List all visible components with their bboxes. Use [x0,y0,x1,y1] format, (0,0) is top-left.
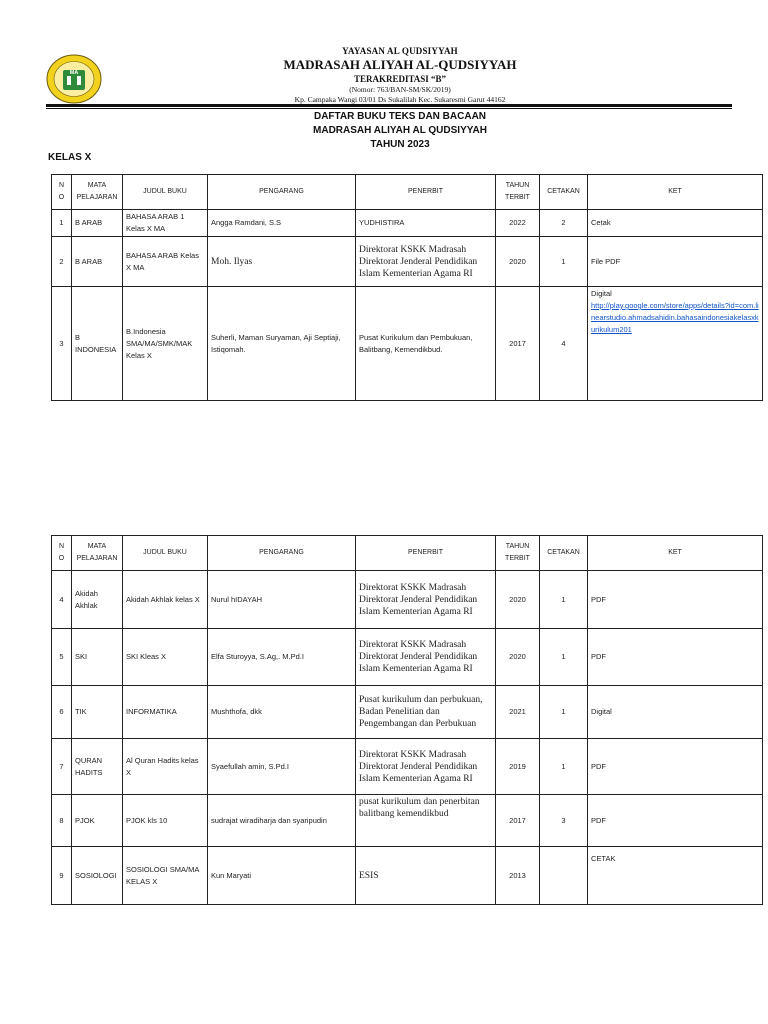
cell-judul: B.Indonesia SMA/MA/SMK/MAK Kelas X [123,287,208,401]
cell-cetakan: 4 [540,287,588,401]
school-name: MADRASAH ALIYAH AL-QUDSIYYAH [283,57,517,72]
cell-pengarang: Syaefullah amin, S.Pd.I [208,739,356,795]
cell-penerbit: pusat kurikulum dan penerbitan balitbang kemendikbud [356,795,496,847]
header-cell: PELAJARAN [76,194,118,201]
table-row [52,847,763,905]
cell-mapel: QURAN HADITS [72,739,123,795]
cell-tahun: 2021 [496,686,540,739]
cell-tahun: 2020 [496,571,540,629]
logo-text: MA [69,70,79,76]
cell-pengarang: Suherli, Maman Suryaman, Aji Septiaji, Istiqomah. [208,287,356,401]
cell-tahun: 2022 [496,210,540,237]
table-header-row [52,175,763,210]
col-penerbit: PENERBIT [356,536,496,571]
header-divider [46,104,732,107]
col-mapel [72,175,123,210]
cell-penerbit: Direktorat KSKK Madrasah Direktorat Jenderal Pendidikan Islam Kementerian Agama RI [356,571,496,629]
cell-mapel: PJOK [72,795,123,847]
cell-penerbit: Direktorat KSKK Madrasah Direktorat Jenderal Pendidikan Islam Kementerian Agama RI [356,237,496,287]
cell-penerbit: ESIS [356,847,496,905]
cell-pengarang: Mushthofa, dkk [208,686,356,739]
cell-cetakan: 3 [540,795,588,847]
col-judul: JUDUL BUKU [123,175,208,210]
header-cell: O [58,194,65,201]
cell-pengarang: Kun Maryati [208,847,356,905]
header-cell: TERBIT [505,555,530,562]
cell-mapel: TIK [72,686,123,739]
cell-judul: Al Quran Hadits kelas X [123,739,208,795]
cell-pengarang: Moh. Ilyas [208,237,356,287]
header-cell: N [58,182,65,189]
cell-judul: PJOK kls 10 [123,795,208,847]
cell-ket: Cetak [588,210,763,237]
title-line-2: MADRASAH ALIYAH AL QUDSIYYAH [313,125,487,136]
header-cell: MATA [87,543,107,550]
table-row [52,571,763,629]
cell-ket: PDF [588,629,763,686]
cell-ket: PDF [588,571,763,629]
cell-mapel: B ARAB [72,237,123,287]
cell-cetakan: 1 [540,739,588,795]
cell-penerbit: Direktorat KSKK Madrasah Direktorat Jenderal Pendidikan Islam Kementerian Agama RI [356,629,496,686]
header-cell: TERBIT [505,194,530,201]
accreditation: TERAKREDITASI “B” [353,74,447,84]
cell-no: 6 [52,686,72,739]
col-cetakan: CETAKAN [540,536,588,571]
class-label: KELAS X [48,152,92,163]
cell-tahun: 2020 [496,237,540,287]
col-pengarang: PENGARANG [208,175,356,210]
cell-no: 9 [52,847,72,905]
cell-judul: BAHASA ARAB Kelas X MA [123,237,208,287]
col-pengarang: PENGARANG [208,536,356,571]
table-row [52,686,763,739]
cell-tahun: 2019 [496,739,540,795]
cell-no: 4 [52,571,72,629]
ket-text: Digital [591,289,612,298]
store-link[interactable]: http://play.google.com/store/apps/details?id=com.linearstudio.ahmadsahidin.bahasaindonesiakelasxkurikulum201 [591,301,759,334]
cell-tahun: 2013 [496,847,540,905]
cell-cetakan: 1 [540,686,588,739]
cell-judul: SKI Kleas X [123,629,208,686]
book-table-2 [51,535,763,905]
cell-no: 2 [52,237,72,287]
cell-ket [588,287,763,401]
cell-ket: Digital [588,686,763,739]
cell-pengarang: sudrajat wiradiharja dan syaripudin [208,795,356,847]
cell-ket: PDF [588,739,763,795]
cell-pengarang: Elfa Sturoyya, S.Ag,. M.Pd.I [208,629,356,686]
cell-ket: File PDF [588,237,763,287]
header-cell: O [58,555,65,562]
col-cetakan: CETAKAN [540,175,588,210]
cell-mapel: B ARAB [72,210,123,237]
cell-cetakan: 1 [540,629,588,686]
cell-mapel: SKI [72,629,123,686]
cell-penerbit: Pusat kurikulum dan perbukuan, Badan Penelitian dan Pengembangan dan Perbukuan [356,686,496,739]
table-row [52,795,763,847]
col-tahun [496,175,540,210]
cell-mapel: Akidah Akhlak [72,571,123,629]
cell-no: 3 [52,287,72,401]
table-row [52,287,763,401]
header-cell: TAHUN [505,182,530,189]
cell-mapel: B INDONESIA [72,287,123,401]
cell-penerbit: YUDHISTIRA [356,210,496,237]
cell-mapel: SOSIOLOGI [72,847,123,905]
col-ket: KET [588,175,763,210]
cell-judul: INFORMATIKA [123,686,208,739]
cell-ket: CETAK [588,847,763,905]
col-tahun [496,536,540,571]
cell-cetakan: 1 [540,237,588,287]
cell-judul: BAHASA ARAB 1 Kelas X MA [123,210,208,237]
header-cell: TAHUN [505,543,530,550]
table-row [52,210,763,237]
title-line-1: DAFTAR BUKU TEKS DAN BACAAN [313,111,487,122]
cell-pengarang: Angga Ramdani, S.S [208,210,356,237]
book-table-1 [51,174,763,401]
cell-cetakan: 2 [540,210,588,237]
col-ket: KET [588,536,763,571]
cell-tahun: 2020 [496,629,540,686]
document-title [260,110,540,152]
col-no [52,175,72,210]
cell-judul: SOSIOLOGI SMA/MA KELAS X [123,847,208,905]
table-row [52,237,763,287]
title-line-3: TAHUN 2023 [370,139,430,150]
school-address: Kp. Campaka Wangi 03/01 Ds Sukalilah Kec. Sukaresmi Garut 44162 [294,95,506,104]
foundation-name: YAYASAN AL QUDSIYYAH [342,46,458,56]
header-divider-thin [46,108,732,109]
table-header-row [52,536,763,571]
cell-pengarang: Nurul hIDAYAH [208,571,356,629]
letterhead [240,46,560,104]
cell-no: 8 [52,795,72,847]
cell-judul: Akidah Akhlak kelas X [123,571,208,629]
table-row [52,629,763,686]
table-row [52,739,763,795]
cell-tahun: 2017 [496,287,540,401]
cell-no: 5 [52,629,72,686]
header-cell: PELAJARAN [76,555,118,562]
school-logo [46,54,102,104]
cell-no: 7 [52,739,72,795]
col-mapel [72,536,123,571]
cell-no: 1 [52,210,72,237]
cell-tahun: 2017 [496,795,540,847]
header-cell: MATA [87,182,107,189]
cell-cetakan: 1 [540,571,588,629]
col-judul: JUDUL BUKU [123,536,208,571]
cell-ket: PDF [588,795,763,847]
col-penerbit: PENERBIT [356,175,496,210]
cell-cetakan [540,847,588,905]
decree-number: (Nomor: 763/BAN-SM/SK/2019) [349,85,451,94]
cell-penerbit: Pusat Kurikulum dan Pembukuan, Balitbang, Kemendikbud. [356,287,496,401]
cell-penerbit: Direktorat KSKK Madrasah Direktorat Jenderal Pendidikan Islam Kementerian Agama RI [356,739,496,795]
header-cell: N [58,543,65,550]
col-no [52,536,72,571]
